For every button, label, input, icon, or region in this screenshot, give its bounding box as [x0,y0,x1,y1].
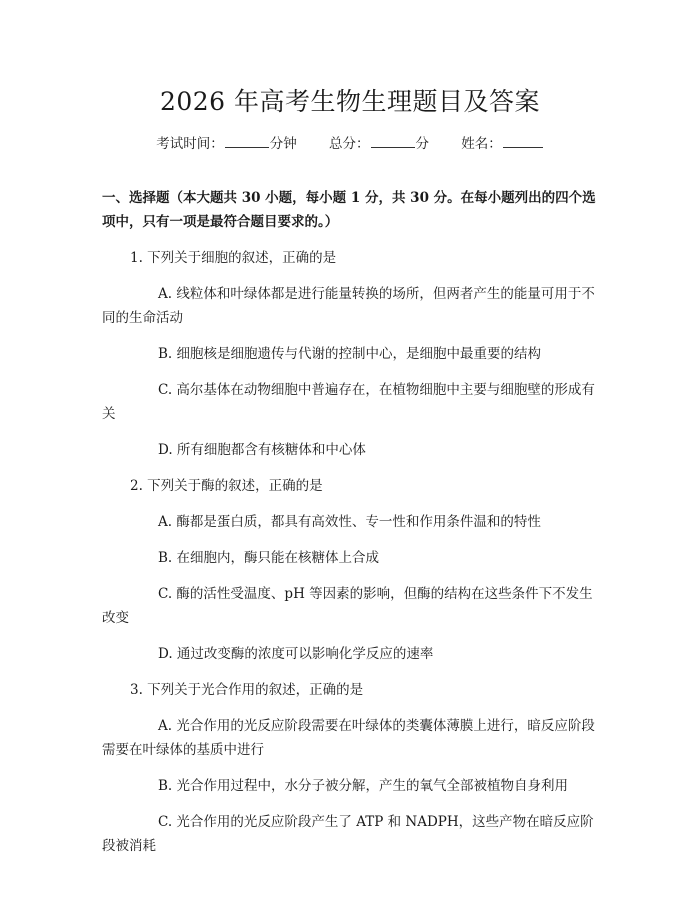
total-score-unit: 分 [415,136,429,152]
exam-time-label: 考试时间： [156,136,224,152]
exam-time [156,136,301,152]
option-c: C. 高尔基体在动物细胞中普遍存在，在植物细胞中主要与细胞壁的形成有关 [102,382,595,422]
total-score [329,136,433,152]
student-name [461,136,544,152]
question-stem: 3. 下列关于光合作用的叙述，正确的是 [130,682,364,698]
option-b: B. 光合作用过程中，水分子被分解，产生的氧气全部被植物自身利用 [158,778,569,794]
question-1 [102,246,598,462]
page-title: 2026 年高考生物生理题目及答案 [159,87,541,116]
total-score-blank [371,146,415,148]
section-heading: 一、选择题（本大题共 30 小题，每小题 1 分，共 30 分。在每小题列出的四个选项中，只有一项是最符合题目要求的。） [102,190,596,230]
exam-time-blank [225,146,269,148]
option-c: C. 酶的活性受温度、pH 等因素的影响，但酶的结构在这些条件下不发生改变 [102,586,593,626]
option-b: B. 在细胞内，酶只能在核糖体上合成 [158,550,380,566]
exam-content [102,186,598,870]
option-d: D. 通过改变酶的浓度可以影响化学反应的速率 [158,646,434,662]
question-stem: 1. 下列关于细胞的叙述，正确的是 [130,250,337,266]
option-d: D. 所有细胞都含有核糖体和中心体 [158,442,366,458]
exam-time-unit: 分钟 [269,136,297,152]
option-a: A. 酶都是蛋白质，都具有高效性、专一性和作用条件温和的特性 [158,514,541,530]
option-a: A. 线粒体和叶绿体都是进行能量转换的场所，但两者产生的能量可用于不同的生命活动 [102,286,595,326]
question-stem: 2. 下列关于酶的叙述，正确的是 [130,478,323,494]
option-b: B. 细胞核是细胞遗传与代谢的控制中心，是细胞中最重要的结构 [158,346,542,362]
exam-info-line [0,132,700,152]
student-name-label: 姓名： [461,136,502,152]
option-c: C. 光合作用的光反应阶段产生了 ATP 和 NADPH，这些产物在暗反应阶段被消耗 [102,814,594,854]
student-name-blank [503,146,543,148]
total-score-label: 总分： [329,136,370,152]
question-2 [102,474,598,666]
question-3 [102,678,598,858]
option-a: A. 光合作用的光反应阶段需要在叶绿体的类囊体薄膜上进行，暗反应阶段需要在叶绿体的基质中进行 [102,718,595,758]
